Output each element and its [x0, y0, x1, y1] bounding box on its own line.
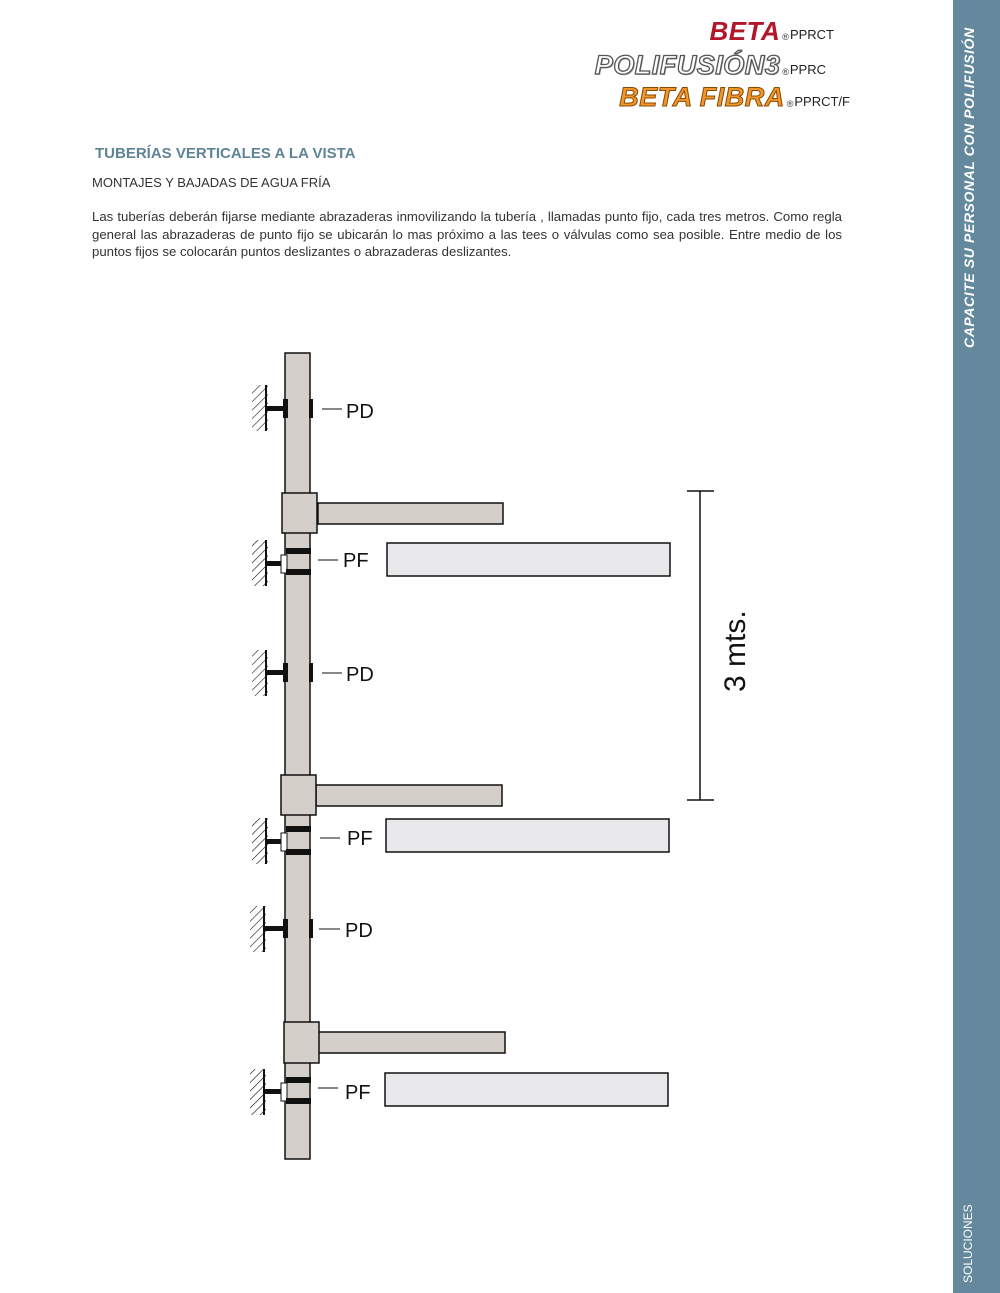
- brand-suffix: PPRCT/F: [794, 94, 850, 109]
- tee-body: [284, 1022, 319, 1063]
- brand-suffix: PPRC: [789, 62, 826, 77]
- registered-mark: ®: [782, 67, 789, 77]
- clamp-label: PD: [346, 401, 374, 423]
- brand-suffix: PPRCT: [789, 27, 834, 42]
- brand-name: POLIFUSIÓN3: [594, 50, 781, 80]
- branch-pipe: [316, 785, 502, 806]
- tee-fitting-1: [282, 493, 503, 533]
- section-subtitle: MONTAJES Y BAJADAS DE AGUA FRÍA: [92, 175, 331, 190]
- clamp-label: PF: [345, 1082, 371, 1104]
- tee-body: [282, 493, 317, 533]
- body-paragraph: Las tuberías deberán fijarse mediante abrazaderas inmovilizando la tubería , llamadas punto fijo, cada tres metros. Como regla general las abrazaderas de punto fijo se ubicarán lo mas próximo a las tees o válvulas como sea posible. Entre medio de los puntos fijos se colocarán puntos deslizantes o abrazaderas deslizantes.: [92, 209, 842, 259]
- clamp-label: PD: [345, 920, 373, 942]
- brand-name: BETA FIBRA: [619, 82, 785, 112]
- registered-mark: ®: [782, 32, 789, 42]
- sidebar-title: CAPACITE SU PERSONAL CON POLIFUSIÓN: [961, 27, 977, 348]
- sidebar-footer: SOLUCIONES: [961, 1204, 975, 1283]
- branch-pipe: [318, 503, 503, 524]
- branch-pipe: [318, 1032, 505, 1053]
- clamp-label: PF: [343, 550, 369, 572]
- dimension-label: 3 mts.: [719, 610, 752, 692]
- registered-mark: ®: [786, 99, 794, 109]
- valve-box: [386, 819, 669, 852]
- tee-fitting-3: [284, 1022, 505, 1063]
- clamp-label: PF: [347, 828, 373, 850]
- clamp-label: PD: [346, 664, 374, 686]
- brand-name: BETA: [709, 16, 781, 46]
- tee-body: [281, 775, 316, 815]
- valve-box: [385, 1073, 668, 1106]
- valve-box: [387, 543, 670, 576]
- tee-fitting-2: [281, 775, 502, 815]
- dimension-line: [687, 491, 714, 800]
- section-title: TUBERÍAS VERTICALES A LA VISTA: [95, 145, 356, 162]
